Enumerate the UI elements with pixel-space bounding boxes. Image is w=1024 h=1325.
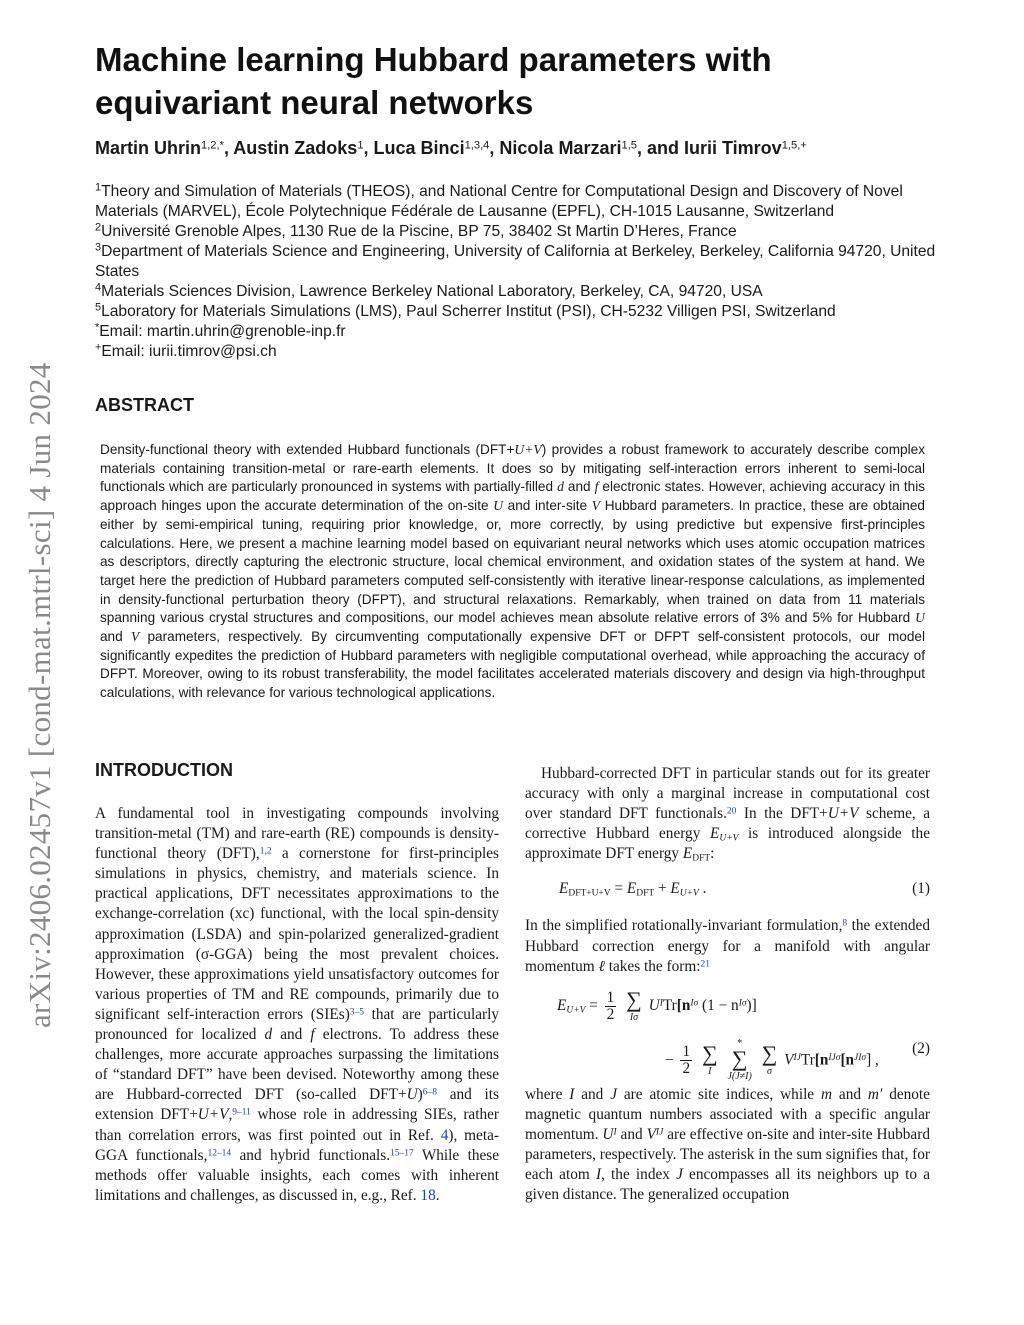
affiliation-text: Department of Materials Science and Engineering, University of California at Berkeley, Berkeley, California 94720, United States [95,243,936,280]
text-run: and [616,1125,647,1143]
text-run: Hubbard-corrected DFT in particular stands out for its greater accuracy with only a marginal increase in computational cost over standard DFT functionals. [525,765,930,823]
sum-limit: σ [767,1066,772,1078]
citation-link[interactable]: 12–14 [207,1147,232,1158]
text-run: and [272,1026,311,1044]
math-symbol: E [682,845,693,863]
math-subscript: DFT [636,888,655,899]
math-symbol: V [784,1051,794,1069]
text-run: ), meta-GGA functionals, [95,1126,499,1164]
affiliation-mark: * [95,321,100,334]
math-superscript: IJσ [828,1052,841,1063]
citation-link[interactable]: 18 [420,1186,436,1204]
math-operator: + [654,880,671,898]
math-symbol: d [264,1026,273,1044]
equation-number: (1) [912,880,930,898]
text-run: . [435,1186,440,1204]
affiliation-list [95,182,945,362]
text-run: a cornerstone for first-principles simulations in physics, chemistry, and materials science. In practical applications, DFT necessitates approximations to the exchange-correlation (xc) functional, with the local spin-density approximation (LSDA) and spin-polarized generalized-gradient approximation (σ-GGA) being the most prevalent choices. However, these approximations yield unsatisfactory outcomes for various properties of TM and RE compounds, primarily due to significant self-interaction errors (SIEs) [95,845,499,1023]
math-symbol: ℓ [598,957,605,975]
math-superscript: IJ [793,1052,801,1063]
text-run: whose role in addressing SIEs, rather than correlation errors, was first pointed out in Ref. [95,1106,499,1144]
affiliation-mark: + [95,341,102,354]
citation-link[interactable]: 9–11 [232,1107,251,1118]
affiliation [95,182,945,222]
math-term: ] [866,1051,872,1069]
citation-link[interactable]: 1,2 [259,846,272,857]
math-symbol: U [915,610,925,626]
introduction-paragraph: A fundamental tool in investigating compounds involving transition-metal (TM) and rare-earth (RE) compounds is density-functional theory (DFT),$^{1,2}$ a cornerstone for first-principles simulations in physics, chemistry, and materials science. In practical applications, DFT necessitates approximations to the exchange-correlation (xc) functional, with the local spin-density approximation (LSDA) and spin-polarized generalized-gradient approximation (σ-GGA) being the most prevalent choices. However, these approximations yield unsatisfactory outcomes for various properties of TM and RE compounds, primarily due to significant self-interaction errors (SIEs)$^{3-5}$ that are particularly pronounced for localized d and f electrons. To address these challenges, more accurate approaches surpassing the limitations of “standard DFT” have been devised. Noteworthy among these are Hubbard-corrected DFT (so-called DFT+U)$^{6-8}$ and its extension DFT+U+V,$^{9-11}$ whose role in addressing SIEs, rather than correlation errors, was first pointed out in Ref. 4), meta-GGA functionals,$^{12-14}$ and hybrid functionals.$^{15-17}$ While these methods offer valuable insights, each comes with inherent limitations and challenges, as discussed in, e.g., Ref. 18. [95,805,499,1204]
affiliation-text: Materials Sciences Division, Lawrence Berkeley National Laboratory, Berkeley, CA, 94720, USA [101,283,763,300]
math-symbol: m′ [867,1085,883,1103]
author-name[interactable]: Iurii Timrov [684,138,782,158]
math-superscript: I [659,998,663,1009]
email-line [95,322,945,342]
math-symbol: J [610,1085,618,1103]
citation-link[interactable]: 4 [440,1126,449,1144]
citation-link[interactable]: 20 [726,806,737,817]
fraction [605,990,617,1023]
abstract-run: Density-functional theory with extended Hubbard functionals (DFT+ [100,442,515,457]
math-symbol: m [820,1085,833,1103]
introduction-heading: INTRODUCTION [95,760,233,780]
author-separator: , [223,138,234,158]
email-text[interactable]: Email: iurii.timrov@psi.ch [101,343,277,360]
affiliation-mark: 4 [95,281,102,294]
fraction [680,1044,692,1077]
math-symbol: I [595,1166,602,1184]
fraction-numerator: 1 [682,1043,691,1061]
citation-link[interactable]: 15–17 [390,1147,414,1158]
author-affiliation-marks: 1,3,4 [464,139,490,152]
math-operator: − [665,1051,674,1069]
author-name[interactable]: Luca Binci [373,138,465,158]
math-subscript: DFT+U+V [568,888,611,899]
text-run: and hybrid functionals. [231,1146,391,1164]
text-run: While these methods offer valuable insights, each comes with inherent limitations and challenges, as discussed in, e.g., Ref. [95,1146,499,1204]
sum-limit: J(J≠I) [727,1070,752,1082]
affiliation-text: Laboratory for Materials Simulations (LMS), Paul Scherrer Institut (PSI), CH-5232 Villigen PSI, Switzerland [101,303,836,320]
text-run: denote magnetic quantum numbers associated with a specific angular momentum. [525,1085,930,1143]
author-name[interactable]: Austin Zadoks [233,138,358,158]
author-affiliation-marks: 1,5 [621,139,637,152]
fraction-numerator: 1 [606,988,615,1006]
math-term: [n [676,996,691,1014]
math-symbol: I [569,1085,575,1103]
math-symbol: V [591,498,601,514]
math-symbol: U [602,1125,614,1143]
math-term: (1 − n [698,996,739,1014]
author-affiliation-marks: 1,5,+ [781,139,807,152]
fraction-denominator: 2 [682,1060,691,1078]
math-symbol: E [626,880,637,898]
math-symbol: f [310,1026,315,1044]
text-run: takes the form: [604,957,701,975]
abstract-run: ) provides a robust framework to accurately describe complex materials containing transition-metal or rare-earth elements. It does so by mitigating self-interaction errors inherent to semi-local functionals which are particularly pronounced in systems with partially-filled [100,442,925,495]
sum-operator: * ∑ J(J≠I) [727,1037,752,1082]
math-symbol: U+V [514,442,542,457]
abstract-text [100,441,925,703]
equation-2 [525,981,930,1085]
body-paragraph [525,916,930,976]
sum-operator: ∑ I [701,1041,718,1078]
math-subscript: DFT [692,853,711,864]
abstract-run: and inter-site [503,498,592,514]
math-subscript: U+V [719,833,739,844]
citation-link[interactable]: 6–8 [422,1087,437,1098]
email-line [95,342,945,362]
arxiv-identifier-stamp: arXiv:2406.02457v1 [cond-mat.mtrl-sci] 4 Jun 2024 [22,362,57,1028]
sum-asterisk: * [737,1037,743,1049]
author-separator: , and [636,138,684,158]
affiliation [95,242,945,282]
text-run: and [832,1085,868,1103]
abstract-run: Hubbard parameters. In practice, these are obtained either by semi-empirical tuning, requiring prior knowledge, or, more correctly, by using predictive but expensive first-principles calculations. Here, we present a machine learning model based on equivariant neural networks which uses atomic occupation matrices as descriptors, directly capturing the electronic structure, local chemical environment, and oxidation states of the system at hand. We target here the prediction of Hubbard parameters computed self-consistently with iterative linear-response calculations, as implemented in density-functional perturbation theory (DFPT), and structural relaxations. Remarkably, when trained on data from 11 materials spanning various crystal structures and compositions, our model achieves mean absolute relative errors of 3% and 5% for Hubbard [100,498,925,626]
text-run: is introduced alongside the approximate DFT energy [525,825,930,863]
math-subscript: U+V [566,1005,586,1016]
sum-limit: Iσ [629,1011,639,1023]
citation-link[interactable]: 3–5 [349,1007,364,1018]
paper-title: Machine learning Hubbard parameters with equivariant neural networks [95,41,772,121]
abstract-run: and [563,479,595,495]
math-operator: . [698,880,707,898]
text-run: are effective on-site and inter-site Hubbard parameters, respectively. The asterisk in the sum signifies that, for each atom [525,1125,930,1184]
math-symbol: U [648,996,660,1014]
math-symbol: E [559,880,569,898]
math-superscript: IJ [655,1127,664,1138]
abstract-run: parameters, respectively. By circumventing computationally expensive DFT or DFPT self-consistent protocols, our model significantly expedites the prediction of Hubbard parameters with negligible computational overhead, while approaching the accuracy of DFPT. Moreover, owing to its robust transferability, the model facilitates accelerated materials discovery and design via high-throughput calculations, with relevance for various technological applications. [100,629,925,701]
math-symbol: U+V [827,805,859,823]
abstract-run: and [100,629,131,645]
email-text[interactable]: Email: martin.uhrin@grenoble-inp.fr [99,323,346,340]
affiliation [95,222,945,242]
text-run: electrons. To address these challenges, more accurate approaches surpassing the limitations of “standard DFT” have been devised. Noteworthy among these are Hubbard-corrected DFT (so-called DFT+ [95,1026,499,1104]
body-paragraph [525,764,930,864]
abstract-heading: ABSTRACT [95,395,194,415]
author-affiliation-marks: 1,2,* [201,139,224,152]
fraction-denominator: 2 [606,1005,615,1023]
math-symbol: f [594,479,599,495]
affiliation [95,282,945,302]
citation-link[interactable]: 21 [700,958,710,969]
affiliation-mark: 2 [95,221,102,234]
equation-line [557,986,757,1024]
author-separator: , [363,138,374,158]
sum-operator: ∑ σ [761,1041,778,1078]
math-term: [n [840,1051,855,1069]
affiliation-mark: 1 [95,181,102,194]
equation-1 [525,864,930,916]
math-superscript: Iσ [690,998,699,1009]
text-run: , [228,1106,233,1124]
author-affiliation-marks: 1 [357,139,364,152]
sum-operator: ∑ Iσ [626,986,642,1023]
text-run: where [525,1085,570,1103]
math-symbol: V [130,629,140,645]
affiliation [95,302,945,322]
author-list [95,135,965,161]
math-symbol: d [557,479,564,495]
affiliation-text: Université Grenoble Alpes, 1130 Rue de la Piscine, BP 75, 38402 St Martin D’Heres, France [101,223,737,240]
text-run: , the index [601,1166,677,1184]
math-operator: = [610,880,627,898]
text-run: are atomic site indices, while [617,1085,821,1103]
math-superscript: I [613,1127,617,1138]
math-symbol: E [710,825,720,843]
equation-line [665,1039,879,1083]
text-run: encompasses all its neighbors up to a given distance. The generalized occupation [525,1166,930,1204]
text-run: and [574,1085,611,1103]
text-run: In the simplified rotationally-invariant formulation, [525,917,843,935]
math-operator: , [871,1051,879,1069]
math-symbol: E [670,880,680,898]
affiliation-text: Theory and Simulation of Materials (THEOS), and National Centre for Computational Design and Discovery of Novel Materials (MARVEL), École Polytechnique Fédérale de Lausanne (EPFL), CH-1015 Lausanne, Switzerland [95,183,903,220]
math-subscript: U+V [679,888,699,899]
equation-body [559,879,706,899]
author-name[interactable]: Nicola Marzari [499,138,622,158]
text-run: the extended Hubbard correction energy for a manifold with angular momentum [525,917,930,975]
abstract-run: electronic states. However, achieving accuracy in this approach hinges upon the accurate determination of the on-site [100,479,926,514]
math-symbol: U [493,498,504,514]
text-run: : [710,845,715,863]
math-superscript: Iσ [738,998,747,1009]
math-superscript: JIσ [854,1052,867,1063]
affiliation-mark: 3 [95,241,102,254]
math-symbol: V [646,1125,656,1143]
text-run: and its extension DFT+ [95,1086,499,1124]
math-symbol: U [406,1086,418,1104]
math-operator: Tr [800,1051,815,1069]
math-operator: Tr [662,996,677,1014]
text-run: that are particularly pronounced for localized [95,1005,499,1044]
math-term: )] [746,996,757,1014]
right-column [525,764,930,1205]
equation-number: (2) [912,1039,930,1057]
author-separator: , [489,138,500,158]
body-paragraph [525,1085,930,1206]
author-name[interactable]: Martin Uhrin [95,138,201,158]
affiliation-mark: 5 [95,301,102,314]
text-run: In the DFT+ [736,805,828,823]
math-term: [n [814,1051,829,1069]
math-symbol: U+V [197,1106,229,1124]
math-symbol: E [557,996,567,1014]
text-run: scheme, a corrective Hubbard energy [525,805,930,843]
sum-limit: I [708,1066,712,1078]
math-operator: = [585,996,602,1014]
text-run: A fundamental tool in investigating compounds involving transition-metal (TM) and rare-earth (RE) compounds is density-functional theory (DFT), [95,805,499,863]
citation-link[interactable]: 8 [842,918,848,929]
math-symbol: J [676,1166,683,1184]
